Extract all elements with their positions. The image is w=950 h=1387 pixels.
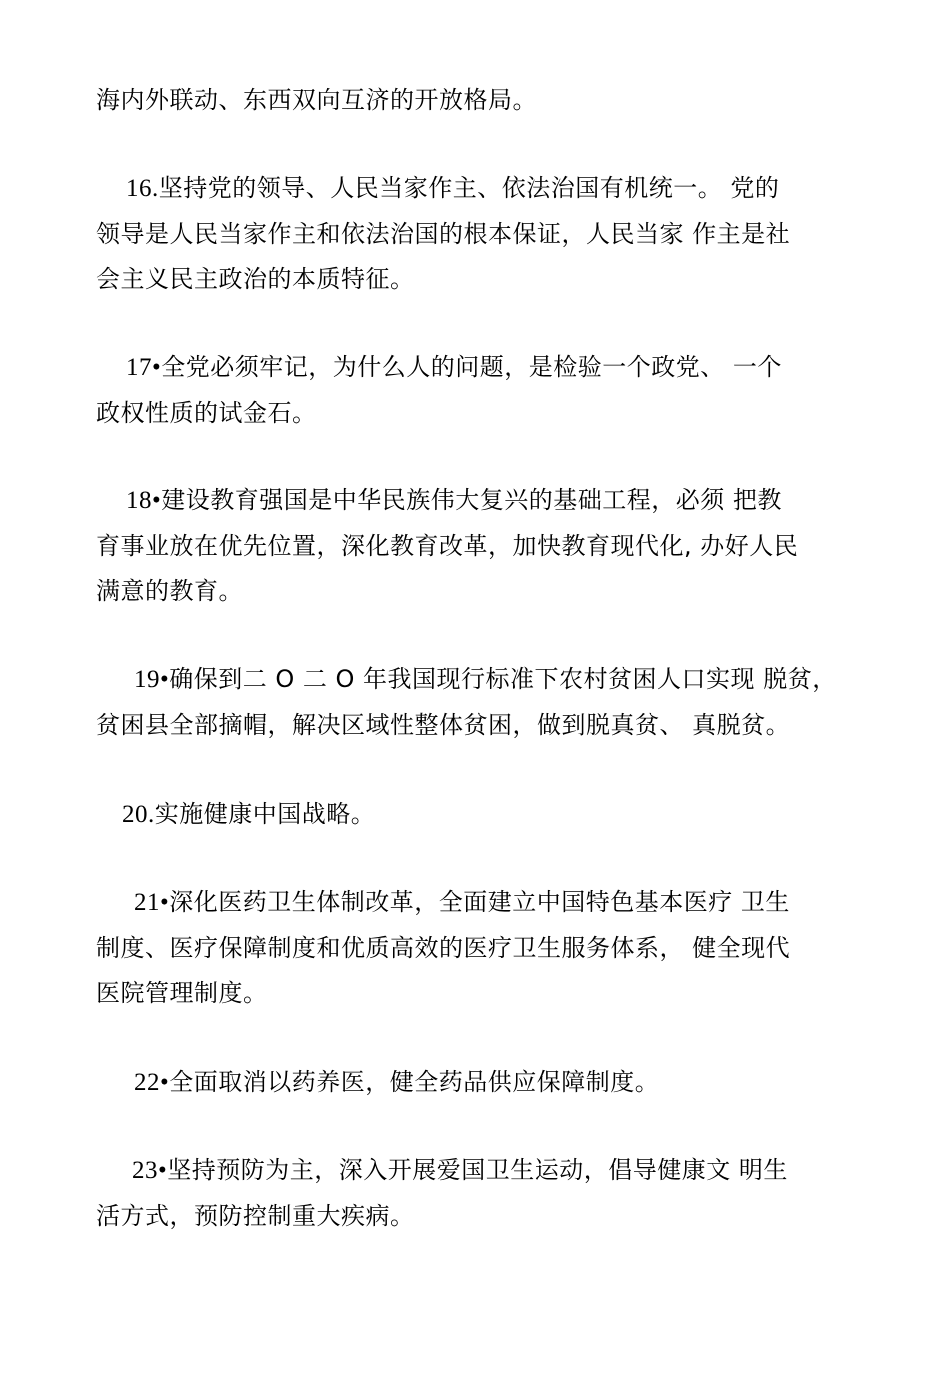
item-number: 23• (132, 1157, 168, 1184)
item-20-line (122, 798, 375, 831)
item-16-first-line (126, 172, 779, 205)
item-text: 实施健康中国战略。 (154, 800, 376, 828)
item-text: 确保到二 O 二 O 年我国现行标准下农村贫困人口实现 脱贫， (169, 665, 837, 693)
item-17-first-line (126, 351, 782, 384)
text-line: 海内外联动、东西双向互济的开放格局。 (96, 86, 537, 114)
text-line: 医院管理制度。 (96, 979, 268, 1007)
item-23-first-line (132, 1154, 788, 1187)
item-text: 坚持党的领导、人民当家作主、依法治国有机统一。 党的 (158, 174, 780, 202)
text-line: 活方式，预防控制重大疾病。 (96, 1202, 415, 1230)
item-22-line (134, 1066, 659, 1099)
item-text: 深化医药卫生体制改革，全面建立中国特色基本医疗 卫生 (169, 888, 790, 916)
item-number: 16. (126, 175, 159, 202)
text-line: 政权性质的试金石。 (96, 399, 317, 427)
item-number: 22• (134, 1069, 170, 1096)
item-18-first-line (126, 484, 782, 517)
text-line: 满意的教育。 (96, 577, 243, 605)
text-line: 制度、医疗保障制度和优质高效的医疗卫生服务体系， 健全现代 (96, 934, 791, 962)
item-number: 18• (126, 487, 162, 514)
item-19-first-line (134, 663, 837, 696)
text-line: 育事业放在优先位置，深化教育改革，加快教育现代化, 办好人民 (96, 532, 799, 560)
item-text: 建设教育强国是中华民族伟大复兴的基础工程，必须 把教 (161, 486, 782, 514)
item-21-first-line (134, 886, 790, 919)
item-number: 19• (134, 666, 170, 693)
item-text: 全面取消以药养医，健全药品供应保障制度。 (169, 1068, 660, 1096)
text-line: 贫困县全部摘帽，解决区域性整体贫困，做到脱真贫、 真脱贫。 (96, 711, 791, 739)
text-line: 会主义民主政治的本质特征。 (96, 265, 415, 293)
item-number: 17• (126, 354, 162, 381)
item-text: 全党必须牢记，为什么人的问题，是检验一个政党、 一个 (161, 353, 782, 381)
item-number: 20. (122, 801, 155, 828)
item-text: 坚持预防为主，深入开展爱国卫生运动，倡导健康文 明生 (167, 1156, 788, 1184)
text-line: 领导是人民当家作主和依法治国的根本保证，人民当家 作主是社 (96, 220, 791, 248)
item-number: 21• (134, 889, 170, 916)
